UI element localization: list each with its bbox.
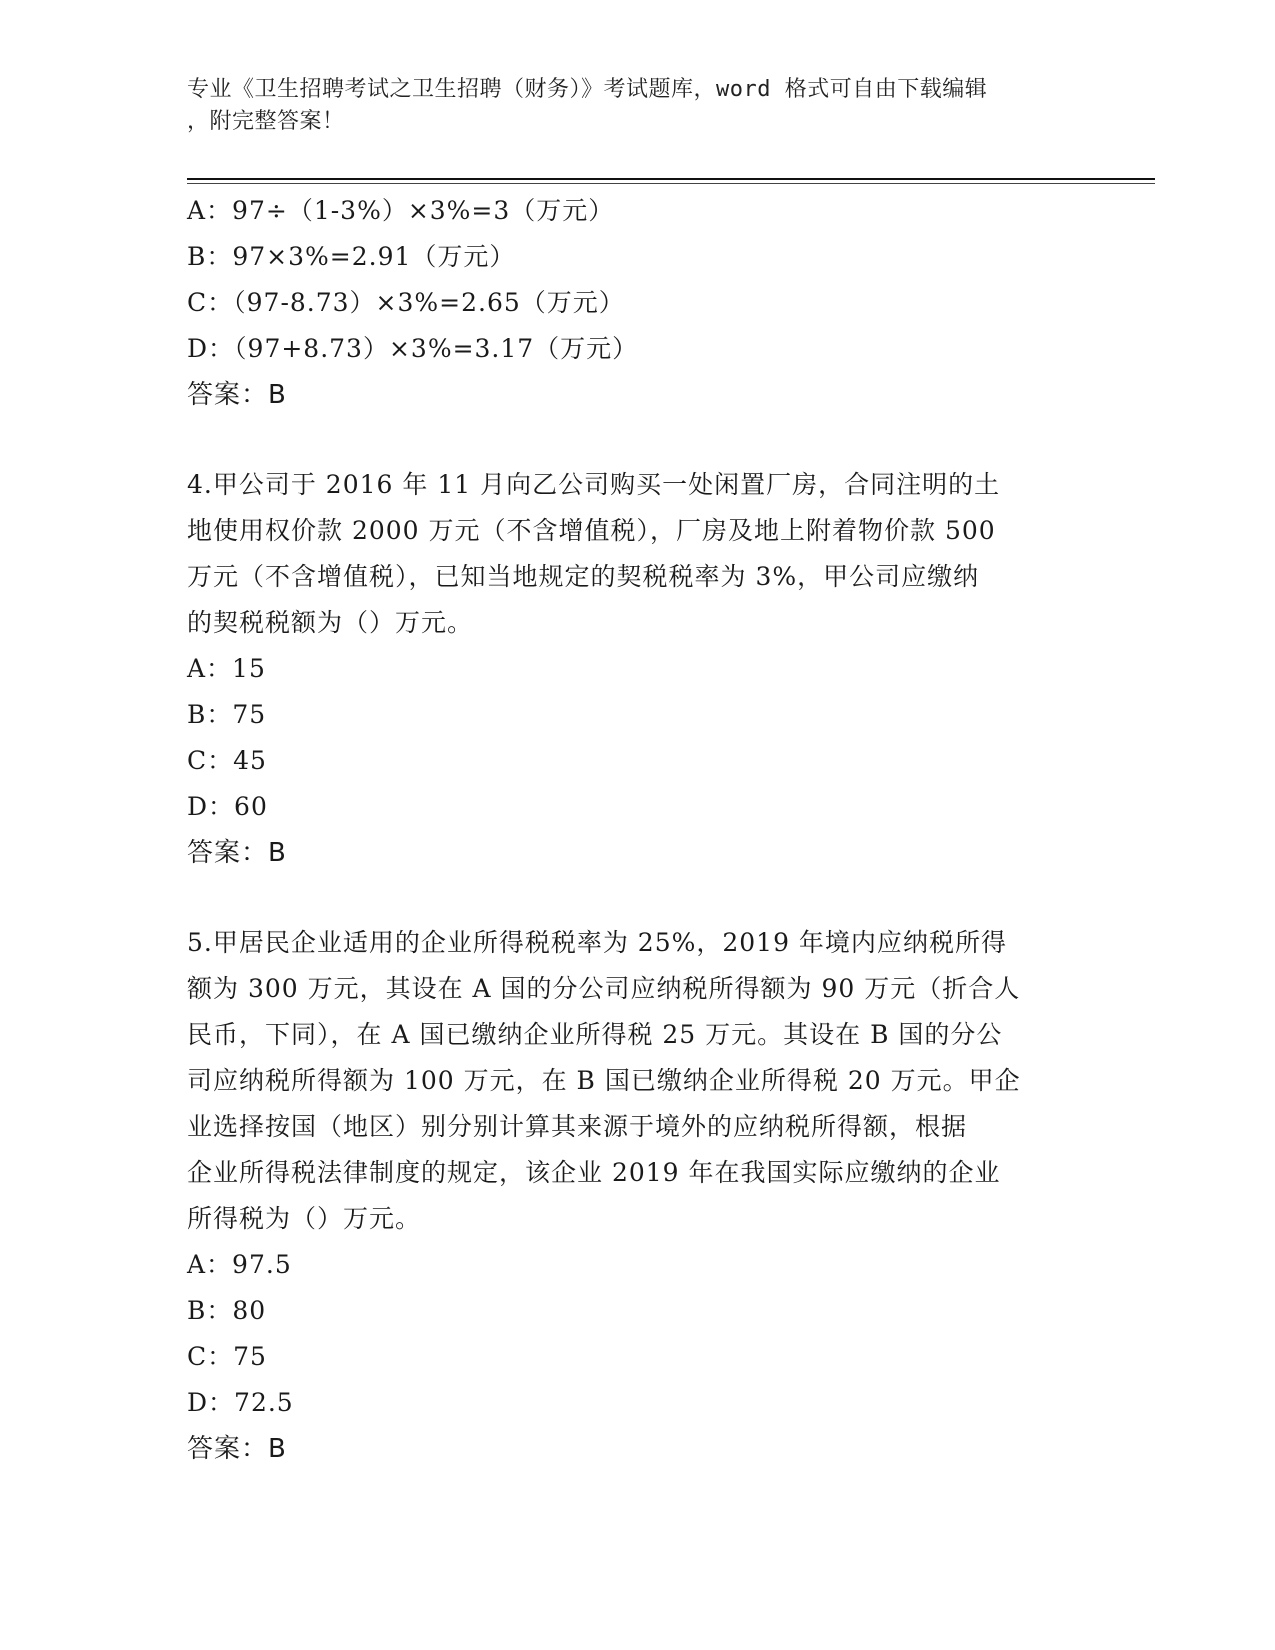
option-a: A：97.5 <box>187 1250 292 1279</box>
spacer <box>187 418 1067 462</box>
answer: 答案：B <box>187 380 287 410</box>
question-stem-line: 地使用权价款 2000 万元（不含增值税），厂房及地上附着物价款 500 <box>187 516 996 545</box>
question-5 <box>187 920 1067 1472</box>
header-rule-thin <box>187 183 1155 184</box>
option-c: C：45 <box>187 746 267 775</box>
question-stem-line: 4.甲公司于 2016 年 11 月向乙公司购买一处闲置厂房，合同注明的土 <box>187 470 1001 499</box>
document-header <box>187 74 1067 138</box>
question-3 <box>187 188 1067 418</box>
header-line-2: ，附完整答案！ <box>187 109 345 134</box>
option-b: B：75 <box>187 700 267 729</box>
question-stem-line: 额为 300 万元，其设在 A 国的分公司应纳税所得额为 90 万元（折合人 <box>187 974 1021 1003</box>
option-a: A：15 <box>187 654 266 683</box>
spacer <box>187 876 1067 920</box>
option-b: B：80 <box>187 1296 267 1325</box>
answer: 答案：B <box>187 1434 287 1464</box>
question-stem-line: 万元（不含增值税），已知当地规定的契税税率为 3%，甲公司应缴纳 <box>187 562 980 591</box>
option-d: D：72.5 <box>187 1388 294 1417</box>
option-c: C：（97-8.73）×3%=2.65（万元） <box>187 288 625 317</box>
question-content <box>187 188 1067 1472</box>
header-rule-thick <box>187 178 1155 180</box>
question-stem-line: 所得税为（）万元。 <box>187 1204 422 1233</box>
answer: 答案：B <box>187 838 287 868</box>
option-d: D：60 <box>187 792 268 821</box>
question-stem-line: 业选择按国（地区）别分别计算其来源于境外的应纳税所得额，根据 <box>187 1112 968 1141</box>
option-a: A：97÷（1-3%）×3%=3（万元） <box>187 196 615 225</box>
question-stem-line: 司应纳税所得额为 100 万元，在 B 国已缴纳企业所得税 20 万元。甲企 <box>187 1066 1021 1095</box>
option-d: D：（97+8.73）×3%=3.17（万元） <box>187 334 639 363</box>
question-stem-line: 企业所得税法律制度的规定，该企业 2019 年在我国实际应缴纳的企业 <box>187 1158 1001 1187</box>
question-stem-line: 民币，下同），在 A 国已缴纳企业所得税 25 万元。其设在 B 国的分公 <box>187 1020 1003 1049</box>
question-stem-line: 的契税税额为（）万元。 <box>187 608 474 637</box>
option-b: B：97×3%=2.91（万元） <box>187 242 516 271</box>
header-line-1: 专业《卫生招聘考试之卫生招聘（财务）》考试题库，word 格式可自由下载编辑 <box>187 77 988 102</box>
question-4 <box>187 462 1067 876</box>
question-stem-line: 5.甲居民企业适用的企业所得税税率为 25%，2019 年境内应纳税所得 <box>187 928 1007 957</box>
option-c: C：75 <box>187 1342 267 1371</box>
